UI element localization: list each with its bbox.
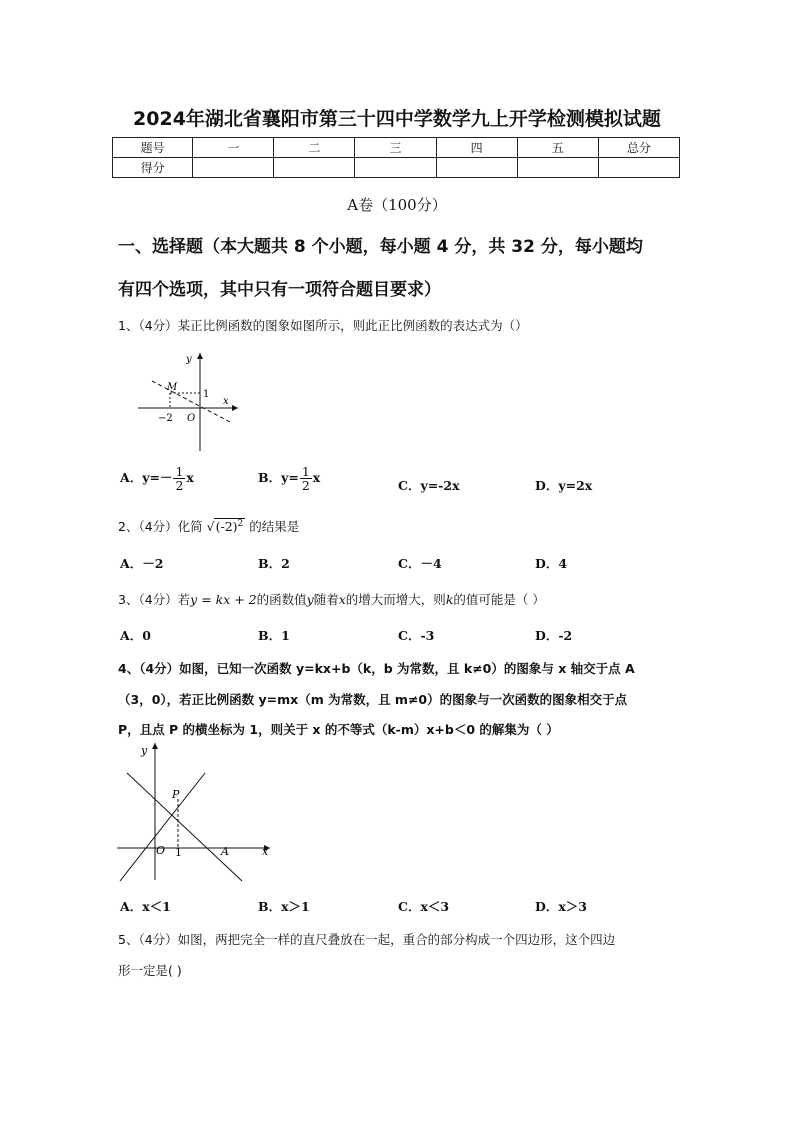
q2-option-a[interactable]: A．－2	[120, 556, 164, 571]
q1-point-m-label: M	[167, 382, 178, 393]
q1-option-c[interactable]: C．y=-2x	[398, 478, 460, 493]
q1-x-label: x	[223, 396, 229, 407]
q3-var-y: y	[306, 592, 314, 607]
q4-x-label: x	[262, 845, 269, 858]
question-4-line1: 4、（4分）如图，已知一次函数 y=kx+b（k，b 为常数，且 k≠0）的图象与 x 轴交于点 A	[118, 661, 635, 676]
q3-var-x: x	[338, 592, 346, 607]
score-cell[interactable]	[274, 158, 355, 178]
q1-tick-1-label: 1	[203, 389, 210, 400]
q4-option-d[interactable]: D．x＞3	[535, 899, 587, 914]
section-heading-line1: 一、选择题（本大题共 8 个小题，每小题 4 分，共 32 分，每小题均	[118, 237, 643, 257]
score-table-header-row	[113, 138, 680, 158]
score-table-score-row	[113, 158, 680, 178]
question-3-text	[118, 590, 545, 608]
q1-option-a-prefix: A．y=－	[120, 470, 173, 485]
section-heading-line2: 有四个选项，其中只有一项符合题目要求）	[118, 280, 441, 300]
question-4-line3: P，且点 P 的横坐标为 1，则关于 x 的不等式（k-m）x+b＜0 的解集为（ ）	[118, 722, 559, 737]
q3-text-1: 的函数值	[256, 592, 307, 607]
q1-option-b-fraction	[300, 465, 312, 492]
q1-option-b-numerator: 1	[301, 464, 310, 479]
q2-option-c[interactable]: C．－4	[398, 556, 442, 571]
q3-option-c[interactable]: C．-3	[398, 628, 435, 643]
q1-option-a-denominator: 2	[175, 478, 184, 493]
score-cell[interactable]	[355, 158, 436, 178]
question-5-line1: 5、（4分）如图，两把完全一样的直尺叠放在一起，重合的部分构成一个四边形，这个四边	[118, 932, 616, 947]
q3-text-2: 随着	[313, 592, 339, 607]
question-2-text	[118, 517, 299, 535]
q2-option-b[interactable]: B．2	[258, 556, 290, 571]
score-header-cell: 总分	[598, 138, 679, 158]
q3-option-b[interactable]: B．1	[258, 628, 290, 643]
score-cell[interactable]	[517, 158, 598, 178]
q2-radical: $√(-2)^2$	[206, 518, 244, 534]
q3-prefix: 3、（4分）若	[118, 592, 191, 607]
q1-figure	[130, 348, 240, 458]
q1-option-b-suffix: x	[312, 470, 321, 485]
q3-option-d[interactable]: D．-2	[535, 628, 573, 643]
score-header-cell: 二	[274, 138, 355, 158]
q2-option-d[interactable]: D．4	[535, 556, 568, 571]
q2-suffix: 的结果是	[249, 519, 300, 534]
q1-option-a[interactable]	[120, 465, 194, 492]
question-5-line2: 形一定是( )	[118, 963, 182, 978]
q4-option-c[interactable]: C．x＜3	[398, 899, 450, 914]
q4-tick-1-label: 1	[175, 846, 182, 859]
score-cell[interactable]	[193, 158, 274, 178]
volume-heading: A卷（100分）	[347, 196, 447, 214]
q3-expression: y = kx + 2	[190, 592, 257, 607]
question-4-line2: （3，0），若正比例函数 y=mx（m 为常数，且 m≠0）的图象与一次函数的图象相交于点	[118, 692, 628, 707]
score-cell[interactable]	[598, 158, 679, 178]
q3-text-3: 的增大而增大，则	[345, 592, 446, 607]
q4-figure	[112, 738, 277, 886]
q1-option-d[interactable]: D．y=2x	[535, 478, 593, 493]
q2-exponent: 2	[237, 518, 244, 529]
q1-tick-neg2-label: −2	[158, 413, 173, 424]
q4-point-a-label: A	[221, 845, 229, 858]
q4-y-label: y	[141, 744, 148, 757]
q4-y-arrow	[152, 743, 158, 749]
score-row-label: 得分	[113, 158, 193, 178]
question-1-text: 1、（4分）某正比例函数的图象如图所示，则此正比例函数的表达式为（）	[118, 318, 528, 333]
q3-suffix: 的值可能是（ ）	[453, 592, 545, 607]
q1-option-b-prefix: B．y=	[258, 470, 299, 485]
score-table	[112, 137, 680, 178]
q1-origin-label: O	[187, 413, 196, 424]
score-header-cell: 三	[355, 138, 436, 158]
q1-option-b-denominator: 2	[301, 478, 310, 493]
score-header-cell: 题号	[113, 138, 193, 158]
q1-x-arrow	[232, 405, 238, 411]
q3-option-a[interactable]: A．0	[120, 628, 151, 643]
q4-proportional-function-line	[120, 773, 205, 881]
q4-point-p-label: P	[172, 788, 180, 801]
score-header-cell: 一	[193, 138, 274, 158]
q1-y-arrow	[197, 353, 203, 359]
q4-linear-function-line	[127, 773, 242, 881]
q4-origin-label: O	[156, 844, 166, 857]
q2-radicand: $(-2)^2$	[215, 518, 244, 534]
q1-option-a-suffix: x	[186, 470, 194, 485]
q4-option-b[interactable]: B．x＞1	[258, 899, 310, 914]
q1-option-b[interactable]	[258, 465, 320, 492]
q1-option-a-numerator: 1	[175, 464, 184, 479]
score-header-cell: 五	[517, 138, 598, 158]
score-cell[interactable]	[436, 158, 517, 178]
q3-var-k: k	[445, 592, 454, 607]
q2-prefix: 2、（4分）化简	[118, 519, 203, 534]
page-title: 2024年湖北省襄阳市第三十四中学数学九上开学检测模拟试题	[133, 108, 661, 130]
score-header-cell: 四	[436, 138, 517, 158]
q1-y-label: y	[186, 354, 192, 365]
q1-option-a-fraction	[173, 465, 185, 492]
q4-option-a[interactable]: A．x＜1	[120, 899, 171, 914]
